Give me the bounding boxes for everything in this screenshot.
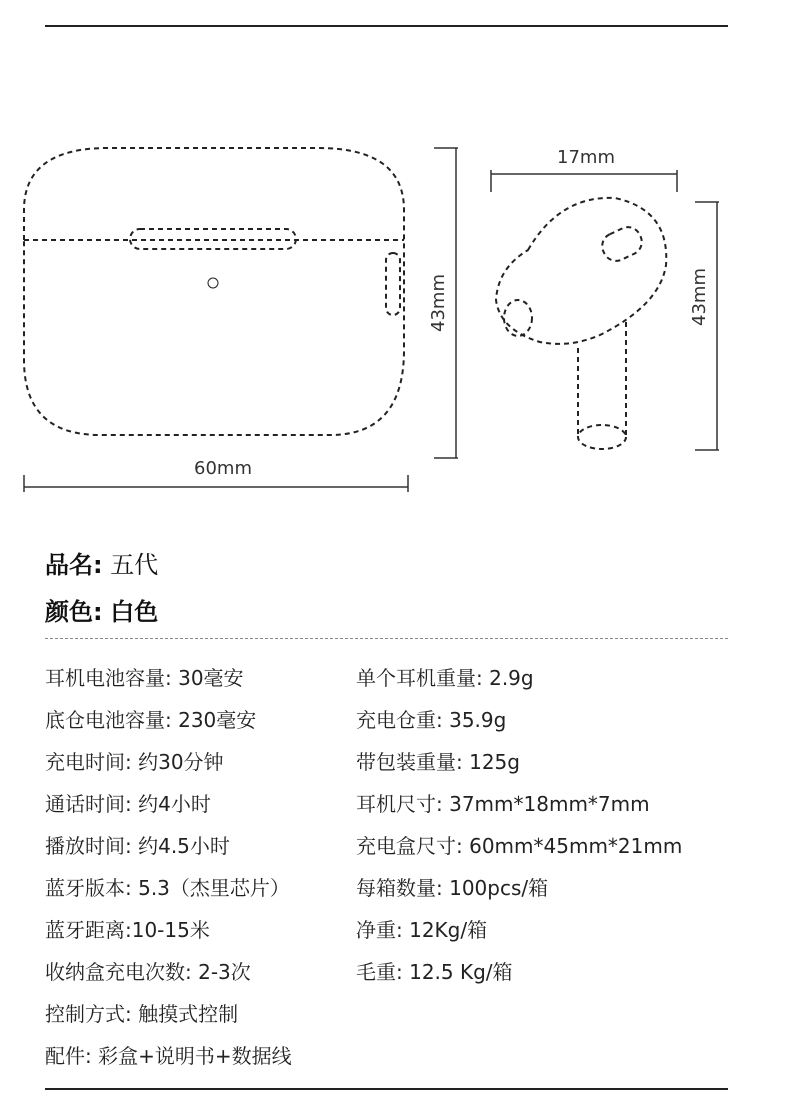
earbud-stem-end	[578, 425, 626, 449]
case-outline	[24, 148, 404, 435]
spec-left-item: 底仓电池容量: 230毫安	[45, 708, 257, 732]
product-name	[45, 545, 158, 580]
dimension-diagram	[0, 0, 790, 520]
earbud-stem	[578, 322, 626, 435]
case-button	[386, 253, 400, 315]
spec-right-item: 毛重: 12.5 Kg/箱	[356, 960, 513, 984]
bottom-divider	[45, 1088, 728, 1090]
spec-right-item: 带包装重量: 125g	[356, 750, 520, 774]
spec-right-item: 充电盒尺寸: 60mm*45mm*21mm	[356, 834, 683, 858]
product-name-label: 品名:	[45, 551, 103, 579]
case-width-label: 60mm	[194, 458, 252, 479]
spec-left-item: 蓝牙版本: 5.3（杰里芯片）	[45, 876, 290, 900]
spec-right-item: 净重: 12Kg/箱	[356, 918, 488, 942]
spec-right-item: 充电仓重: 35.9g	[356, 708, 507, 732]
spec-right-item: 每箱数量: 100pcs/箱	[356, 876, 549, 900]
product-color-value: 白色	[110, 598, 159, 626]
spec-left-item: 耳机电池容量: 30毫安	[45, 666, 244, 690]
earbud-height-label: 43mm	[689, 268, 710, 326]
case-indicator-light	[208, 278, 218, 288]
product-color-label: 颜色:	[45, 598, 103, 626]
spec-left-item: 收纳盒充电次数: 2-3次	[45, 960, 251, 984]
spec-right-item: 耳机尺寸: 37mm*18mm*7mm	[356, 792, 650, 816]
product-name-value: 五代	[110, 551, 159, 579]
spec-left-item: 配件: 彩盒+说明书+数据线	[45, 1044, 292, 1068]
earbud-outline	[496, 198, 666, 344]
earbud-sensor	[598, 223, 646, 265]
spec-left-item: 通话时间: 约4小时	[45, 792, 211, 816]
case-height-label: 43mm	[428, 274, 449, 332]
spec-left-item: 充电时间: 约30分钟	[45, 750, 224, 774]
spec-left-item: 播放时间: 约4.5小时	[45, 834, 230, 858]
product-color	[45, 592, 158, 627]
dashed-divider	[45, 638, 728, 639]
spec-left-item: 蓝牙距离:10-15米	[45, 918, 210, 942]
earbud-width-label: 17mm	[557, 147, 615, 168]
earbud-tip	[504, 300, 532, 336]
spec-right-item: 单个耳机重量: 2.9g	[356, 666, 534, 690]
spec-left-item: 控制方式: 触摸式控制	[45, 1002, 239, 1026]
